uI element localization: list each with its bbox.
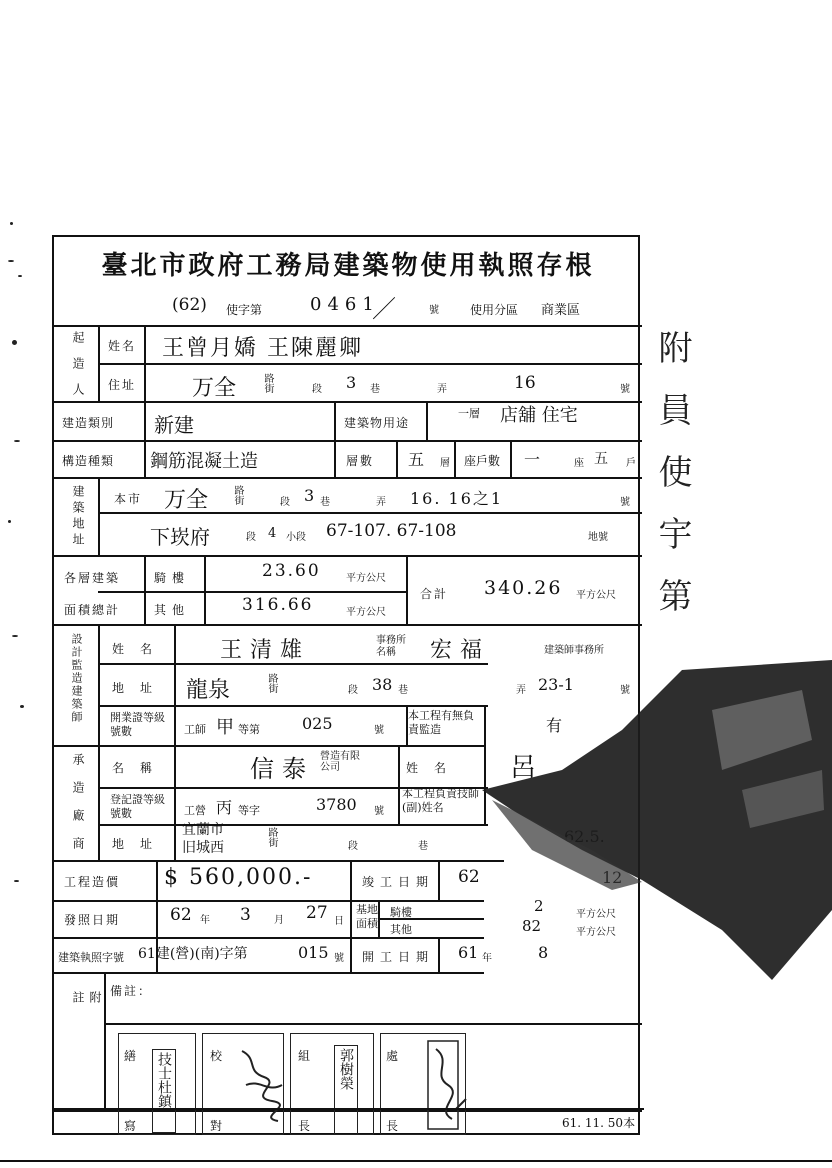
site-sec-label: 段 [246,532,256,543]
permit-number: 0461 [310,294,380,315]
designer-license-label: 開業證等級號數 [110,711,165,738]
household-unit: 戶 [626,458,636,469]
site-city-label: 本市 [114,492,143,506]
approval-label-7: 長 [298,1119,311,1133]
contractor-rep-label: 姓名 [406,761,463,775]
cost-value: $ 560,000.- [164,865,313,890]
designer-addr-street: 龍泉 [186,678,231,703]
designer-office-value: 宏福 [430,638,491,663]
applicant-addr-alley: 弄 [437,384,447,395]
designer-addr-lane-no: 38 [372,675,393,694]
designer-office-label: 事務所名稱 [376,635,406,658]
zone-label: 使用分區 [470,303,519,317]
area-arcade-unit: 平方公尺 [346,573,386,584]
start-year-unit: 年 [482,953,492,964]
area-other-value: 316.66 [242,595,314,615]
structure-value: 鋼筋混凝土造 [150,451,258,472]
issue-month: 3 [240,905,251,925]
site-other-label: 其他 [390,923,412,936]
contractor-addr-value: 宜蘭市 旧城西 [182,822,224,856]
start-year: 61 [458,943,479,962]
designer-license-char: 等第 [238,723,260,736]
designer-group-label: 設計監造建築師 [70,633,83,724]
designer-addr-road: 路街 [266,673,277,693]
dark-stamp-overlay [472,650,832,1054]
margin-stamp-text: 附員使宇第 [652,330,692,640]
site-area-label: 基地面積 [356,903,378,930]
applicant-name-value: 王曾月嬌 王陳麗卿 [162,336,363,361]
site-subsec-label: 小段 [286,532,306,543]
applicant-addr-street: 万全 [192,376,237,401]
contractor-reg-hao: 號 [374,806,384,817]
designer-license-prefix: 工師 [184,723,206,736]
contractor-name-value: 信泰 [250,755,314,783]
designer-office-suffix: 建築師事務所 [544,645,604,656]
site-arcade-label: 騎樓 [390,906,412,919]
approval-label-2: 校 [210,1049,223,1063]
contractor-reg-label: 登記證等級號數 [110,793,165,820]
area-total-value: 340.26 [484,577,563,599]
designer-supervise-value: 有 [546,716,563,735]
permit-hao: 號 [334,953,344,964]
contractor-tech-label: 本工程負責技師(副)姓名 [402,787,479,814]
contractor-addr-section: 段 [348,841,358,852]
site-area-unit-2: 平方公尺 [576,927,616,938]
issue-year: 62 [170,905,192,925]
designer-addr-section: 段 [348,685,358,696]
approval-label-4: 處 [386,1049,399,1063]
applicant-addr-hao: 號 [620,384,630,395]
applicant-addr-road: 路街 [262,373,273,393]
households-value: 一 [524,450,541,469]
site-hao: 號 [620,497,630,508]
designer-addr-lane: 巷 [398,685,408,696]
use-value: 店舖 住宅 [500,405,578,426]
designer-supervise-label: 本工程有無負責監造 [408,709,474,736]
scan-speck [20,705,24,708]
permit-value: 61建(營)(南)字第 [138,946,248,962]
applicant-addr-section: 段 [312,384,322,395]
form-title: 臺北市政府工務局建築物使用執照存根 [101,251,595,281]
designer-license-grade: 甲 [216,717,234,738]
designer-license-no: 025 [302,714,333,733]
char-no-label: 使字第 [226,303,263,317]
area-group-label-2: 面積總計 [64,603,121,617]
floor-unit: 層 [440,458,450,469]
site-lane-no: 3 [304,486,315,505]
permit-label: 建築執照字號 [58,951,124,964]
contractor-reg-no: 3780 [316,795,357,814]
designer-license-hao: 號 [374,725,384,736]
designer-addr-alley: 弄 [516,685,526,696]
site-road: 路街 [232,485,243,505]
area-total-unit: 平方公尺 [576,590,616,601]
cost-label: 工程造價 [64,875,121,889]
applicant-addr-lane: 巷 [370,384,380,395]
scan-speck [14,880,19,882]
households-count: 五 [594,451,608,467]
issue-day: 27 [306,903,328,923]
seat-unit: 座 [574,458,584,469]
contractor-addr-road: 路街 [266,827,277,847]
site-area-value-1: 2 [534,897,544,915]
contractor-reg-char: 等字 [238,804,260,817]
applicant-addr-lane-no: 3 [346,373,357,392]
finish-label: 竣工日期 [362,875,435,889]
contractor-reg-prefix: 工營 [184,804,206,817]
floors-label: 層數 [346,454,375,468]
bottom-rule [52,1108,644,1110]
form-code: 61. 11. 50本 [562,1116,636,1130]
zone-value: 商業區 [541,303,581,318]
site-area-unit-1: 平方公尺 [576,909,616,920]
area-arcade-value: 23.60 [262,561,321,581]
category-value: 新建 [154,413,194,437]
approval-label-5: 寫 [124,1119,137,1133]
signature-stamp-1: 技士杜鎮 [152,1049,176,1133]
scan-speck [14,440,20,442]
contractor-addr-label: 地址 [112,837,169,851]
area-group-label-1: 各層建築 [64,571,121,585]
site-numbers: 16. 16之1 [410,489,504,508]
category-label: 建造類別 [62,416,115,430]
area-arcade-label: 騎樓 [154,571,191,585]
scan-speck [12,635,18,637]
applicant-addr-no-value: 16 [514,373,536,393]
designer-addr-label: 地址 [112,681,169,695]
issue-month-unit: 月 [274,915,284,926]
use-label: 建築物用途 [344,416,410,430]
households-label: 座戶數 [464,454,501,468]
page-bottom-rule [0,1160,832,1162]
number-hao: 號 [429,305,439,316]
remarks-label: 備註： [110,984,153,998]
scan-speck [12,340,17,345]
approval-label-8: 長 [386,1119,399,1133]
scan-speck [8,520,11,523]
number-slash: ／ [372,295,396,323]
scan-speck [18,275,22,277]
scan-speck [8,260,14,262]
use-floor-label: 一層 [458,407,480,420]
finish-value: 62 [458,867,480,887]
area-other-label: 其他 [154,603,191,617]
structure-label: 構造種類 [62,454,115,468]
area-total-label: 合計 [420,587,449,601]
approval-label-6: 對 [210,1119,223,1133]
applicant-group-label: 起造人 [71,331,85,409]
issue-label: 發照日期 [64,913,121,927]
contractor-reg-grade: 丙 [216,798,233,817]
contractor-name-label: 名稱 [112,761,169,775]
start-label: 開工日期 [362,950,435,964]
designer-addr-no-value: 23-1 [538,675,574,694]
designer-addr-hao: 號 [620,685,630,696]
approval-label-1: 繕 [124,1049,137,1063]
signature-stamp-2: 郭樹榮 [334,1045,358,1135]
scan-speck [10,222,13,225]
year-prefix: (62) [172,295,207,315]
contractor-name-suffix: 營造有限公司 [320,751,360,773]
issue-day-unit: 日 [334,916,344,927]
contractor-rep-value: 呂 [510,753,537,783]
notes-side-label: 附註 [71,991,102,1083]
approval-label-3: 組 [298,1049,311,1063]
designer-name-value: 王清雄 [220,638,311,663]
floors-value: 五 [408,450,425,469]
site-area-value-2: 82 [522,917,542,935]
designer-name-label: 姓名 [112,642,169,656]
area-other-unit: 平方公尺 [346,607,386,618]
permit-no: 015 [298,943,329,962]
site-district: 下崁府 [150,525,210,549]
site-group-label: 建築地址 [71,485,85,549]
contractor-group-label: 承造廠商 [71,753,85,865]
issue-year-unit: 年 [200,915,210,926]
signature-scribble [426,1039,470,1135]
contractor-addr-lane: 巷 [418,841,428,852]
site-lot-hao: 地號 [588,532,608,543]
start-month: 8 [538,943,549,962]
site-street: 万全 [164,488,209,513]
site-sec-no: 4 [268,526,277,541]
site-lots: 67-107. 67-108 [326,521,457,541]
applicant-name-label: 姓名 [108,339,137,353]
site-alley: 弄 [376,497,386,508]
site-section: 段 [280,497,290,508]
signature-scribble [238,1045,286,1129]
site-lane: 巷 [320,497,330,508]
applicant-addr-label: 住址 [108,378,137,392]
